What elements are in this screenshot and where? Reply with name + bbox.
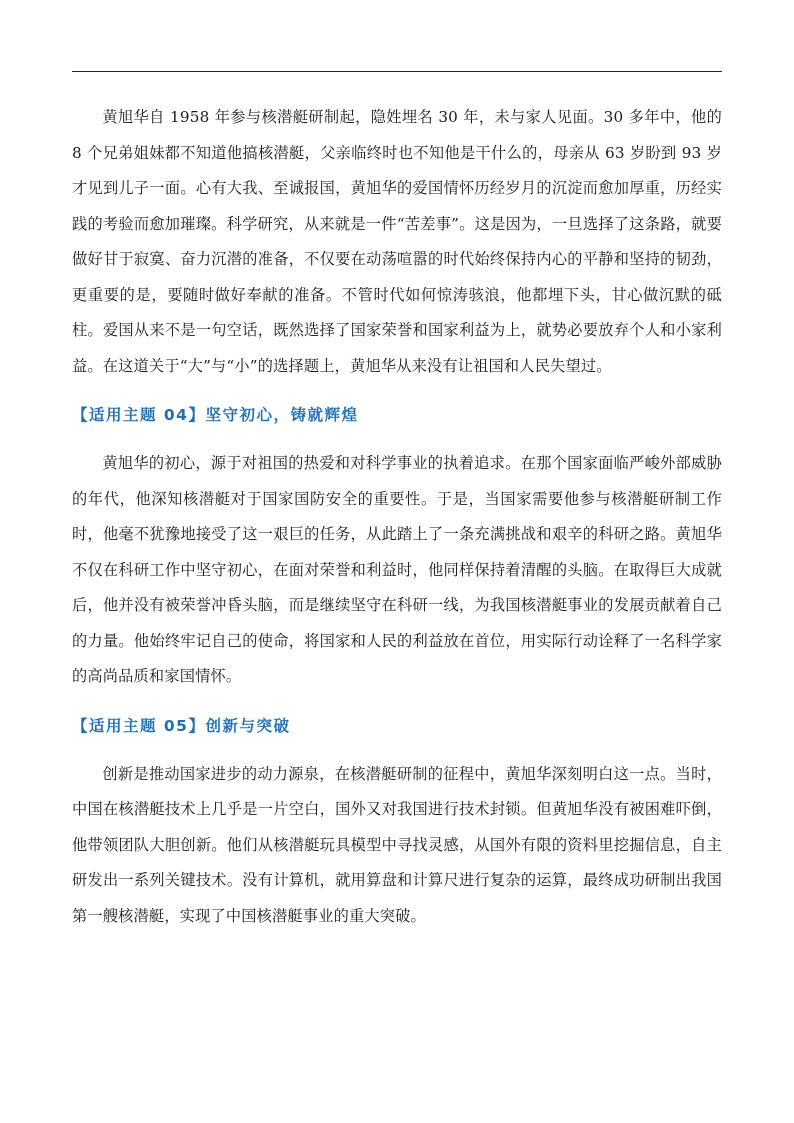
paragraph-original-aspiration: 黄旭华的初心，源于对祖国的热爱和对科学事业的执着追求。在那个国家面临严峻外部威胁的年代，他深知核潜艇对于国家国防安全的重要性。于是，当国家需要他参与核潜艇研制工作时，他毫不犹豫地接受了这一艰巨的任务，从此踏上了一条充满挑战和艰辛的科研之路。黄旭华不仅在科研工作中坚守初心，在面对荣誉和利益时，他同样保持着清醒的头脑。在取得巨大成就后，他并没有被荣誉冲昏头脑，而是继续坚守在科研一线，为我国核潜艇事业的发展贡献着自己的力量。他始终牢记自己的使命，将国家和人民的利益放在首位，用实际行动诠释了一名科学家的高尚品质和家国情怀。	[72, 454, 722, 685]
heading-tag: 【适用主题 04】	[72, 406, 206, 424]
heading-title: 坚守初心，铸就辉煌	[205, 406, 359, 424]
paragraph-innovation: 创新是推动国家进步的动力源泉，在核潜艇研制的征程中，黄旭华深刻明白这一点。当时，中国在核潜艇技术上几乎是一片空白，国外又对我国进行技术封锁。但黄旭华没有被困难吓倒，他带领团队大胆创新。他们从核潜艇玩具模型中寻找灵感，从国外有限的资料里挖掘信息，自主研发出一系列关键技术。没有计算机，就用算盘和计算尺进行复杂的运算，最终成功研制出我国第一艘核潜艇，实现了中国核潜艇事业的重大突破。	[72, 764, 722, 925]
section-heading-05	[72, 708, 722, 744]
heading-title: 创新与突破	[205, 716, 291, 735]
document-body	[72, 100, 722, 934]
paragraph-loyalty: 黄旭华自 1958 年参与核潜艇研制起，隐姓埋名 30 年，未与家人见面。30 多年中，他的 8 个兄弟姐妹都不知道他搞核潜艇，父亲临终时也不知他是干什么的，母亲从 63 岁盼到 93 岁才见到儿子一面。心有大我、至诚报国，黄旭华的爱国情怀历经岁月的沉淀而愈加厚重，历经实践的考验而愈加璀璨。科学研究，从来就是一件“苦差事”。这是因为，一旦选择了这条路，就要做好甘于寂寞、奋力沉潜的准备，不仅要在动荡喧嚣的时代始终保持内心的平静和坚持的韧劲，更重要的是，要随时做好奉献的准备。不管时代如何惊涛骇浪，他都埋下头，甘心做沉默的砥柱。爱国从来不是一句空话，既然选择了国家荣誉和国家利益为上，就势必要放弃个人和小家利益。在这道关于“大”与“小”的选择题上，黄旭华从来没有让祖国和人民失望过。	[72, 108, 722, 375]
header-divider	[72, 71, 722, 72]
heading-tag: 【适用主题 05】	[72, 716, 206, 735]
section-heading-04	[72, 397, 722, 433]
